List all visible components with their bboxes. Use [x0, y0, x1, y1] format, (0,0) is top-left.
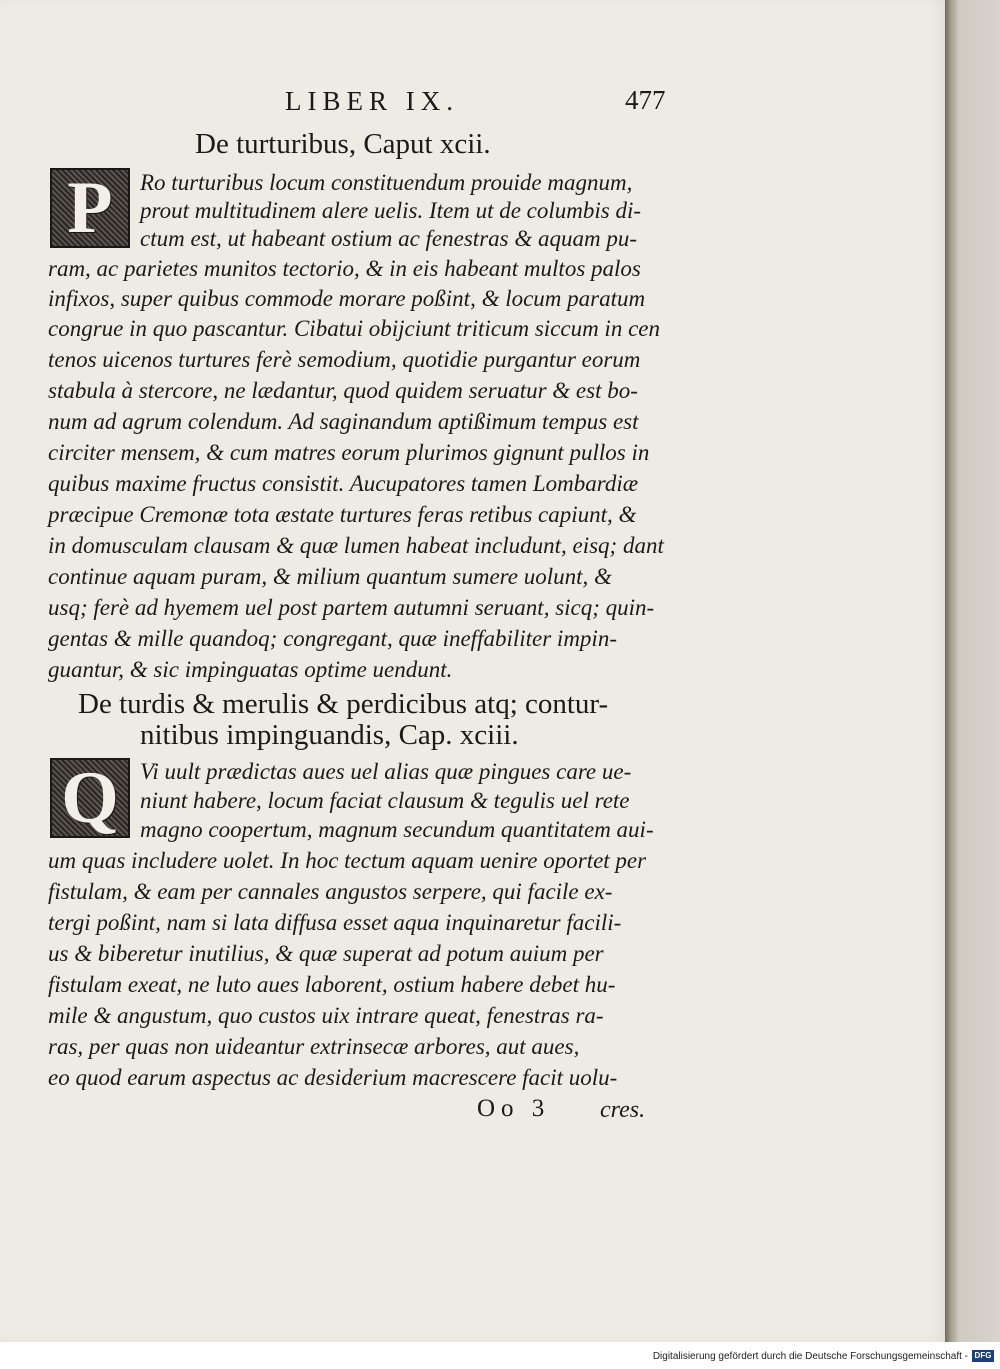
drop-cap-letter: Q [61, 757, 119, 839]
text-line: fistulam, & eam per cannales angustos serpere, qui facile ex- [48, 879, 613, 904]
page-edge [945, 0, 1000, 1342]
text-line: tenos uicenos turtures ferè semodium, quotidie purgantur eorum [48, 347, 641, 372]
text-line: usq; ferè ad hyemem uel post partem autumni seruant, sicq; quin- [48, 595, 655, 620]
text-line: mile & angustum, quo custos uix intrare queat, fenestras ra- [48, 1003, 604, 1028]
text-line: præcipue Cremonæ tota æstate turtures feras retibus capiunt, & [48, 502, 637, 527]
text-line: fistulam exeat, ne luto aues laborent, ostium habere debet hu- [48, 972, 616, 997]
text-line: guantur, & sic impinguatas optime uendunt. [48, 657, 453, 682]
page-number: 477 [625, 85, 666, 115]
drop-cap-letter: P [67, 167, 113, 249]
drop-cap-q [50, 758, 130, 838]
catchword: cres. [600, 1097, 646, 1123]
text-line: ram, ac parietes munitos tectorio, & in eis habeant multos palos [48, 256, 641, 281]
drop-cap-p [50, 168, 130, 248]
text-line: um quas includere uolet. In hoc tectum aquam uenire oportet per [48, 848, 647, 873]
chapter-heading-xciii-line1: De turdis & merulis & perdicibus atq; contur- [78, 688, 609, 720]
chapter-heading-xciii-line2: nitibus impinguandis, Cap. xciii. [140, 719, 519, 751]
text-line: eo quod earum aspectus ac desiderium macrescere facit uolu- [48, 1065, 618, 1090]
text-line: magno coopertum, magnum secundum quantitatem aui- [140, 817, 654, 842]
text-line: niunt habere, locum faciat clausum & tegulis uel rete [140, 788, 630, 813]
text-line: congrue in quo pascantur. Cibatui obijciunt triticum siccum in cen [48, 316, 660, 341]
dfg-credit: Digitalisierung gefördert durch die Deutsche Forschungsgemeinschaft - [652, 1351, 968, 1362]
text-line: Vi uult prædictas aues uel alias quæ pingues care ue- [140, 759, 632, 784]
text-line: num ad agrum colendum. Ad saginandum aptißimum tempus est [48, 409, 639, 434]
text-line: continue aquam puram, & milium quantum sumere uolunt, & [48, 564, 612, 589]
text-line: prout multitudinem alere uelis. Item ut de columbis di- [140, 198, 642, 223]
running-head: LIBER IX. [285, 86, 459, 116]
dfg-logo-icon: DFG [972, 1350, 994, 1362]
text-line: ras, per quas non uideantur extrinsecæ arbores, aut aues, [48, 1034, 580, 1059]
text-line: quibus maxime fructus consistit. Aucupatores tamen Lombardiæ [48, 471, 639, 496]
text-line: gentas & mille quandoq; congregant, quæ ineffabiliter impin- [48, 626, 617, 651]
text-line: Ro turturibus locum constituendum prouide magnum, [140, 170, 633, 195]
text-line: tergi poßint, nam si lata diffusa esset aqua inquinaretur facili- [48, 910, 622, 935]
chapter-heading-xcii: De turturibus, Caput xcii. [195, 128, 491, 160]
signature-mark: Oo 3 [477, 1095, 551, 1122]
text-line: ctum est, ut habeant ostium ac fenestras & aquam pu- [140, 226, 638, 251]
text-line: stabula à stercore, ne lædantur, quod quidem seruatur & est bo- [48, 378, 638, 403]
text-line: us & biberetur inutilius, & quæ superat ad potum auium per [48, 941, 604, 966]
text-line: in domusculam clausam & quæ lumen habeat includunt, eisq; dant [48, 533, 664, 558]
text-line: circiter mensem, & cum matres eorum plurimos gignunt pullos in [48, 440, 650, 465]
text-line: infixos, super quibus commode morare poßint, & locum paratum [48, 286, 646, 311]
